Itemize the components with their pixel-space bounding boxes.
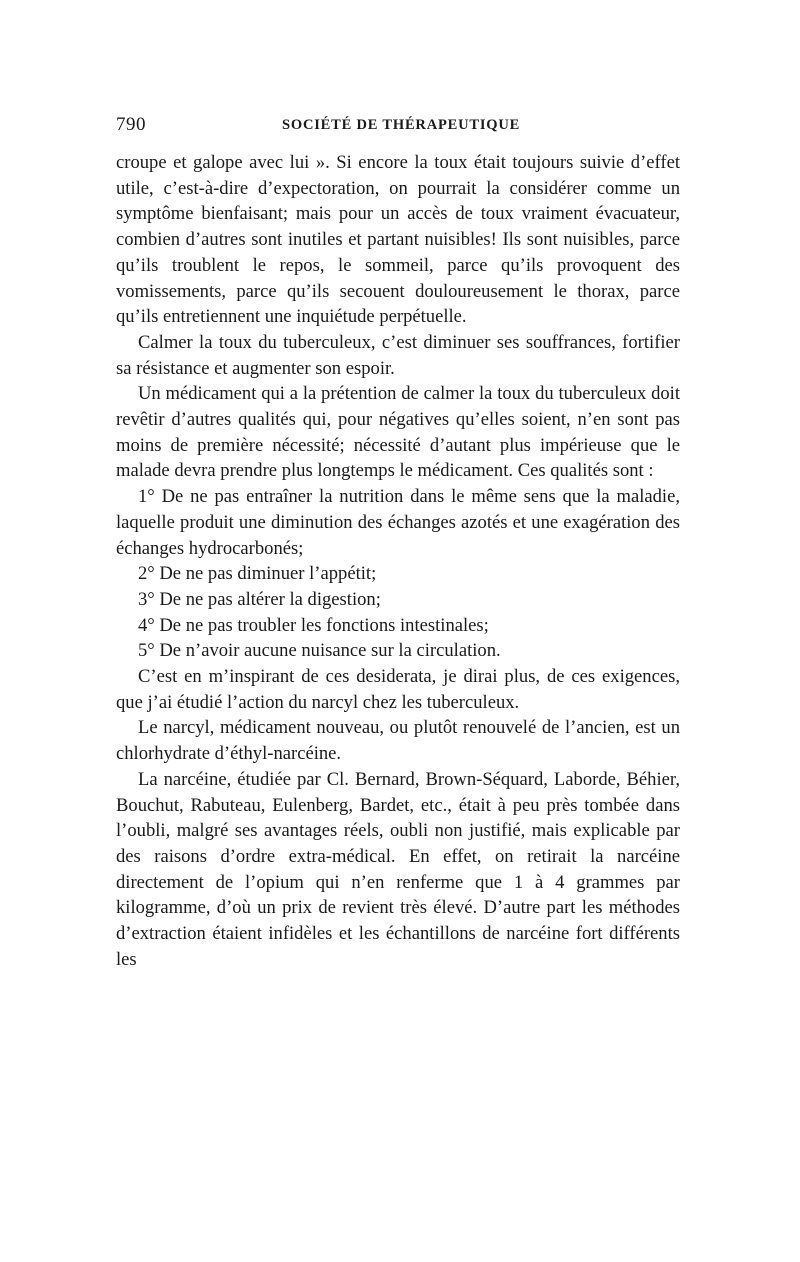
list-item: 2° De ne pas diminuer l’appétit; [138, 563, 377, 585]
list-item: 4° De ne pas troubler les fonctions intestinales; [138, 614, 489, 636]
running-title: SOCIÉTÉ DE THÉRAPEUTIQUE [282, 117, 521, 133]
paragraph: Calmer la toux du tuberculeux, c’est diminuer ses souffrances, fortifier sa résistance et augmenter son espoir. [116, 331, 680, 379]
body-text [116, 150, 680, 973]
list-item: 3° De ne pas altérer la digestion; [138, 588, 381, 610]
list-item: 1° De ne pas entraîner la nutrition dans le même sens que la maladie, laquelle produit une diminution des échanges azotés et une exagération des échanges hydrocarbonés; [116, 486, 680, 559]
page-header [116, 113, 686, 137]
paragraph: La narcéine, étudiée par Cl. Bernard, Brown-Séquard, Laborde, Béhier, Bouchut, Rabuteau, Eulenberg, Bardet, etc., était à peu près tombée dans l’oubli, malgré ses avantages réels, oubli non justifié, mais explicable par des raisons d’ordre extra-médical. En effet, on retirait la narcéine directement de l’opium qui n’en renferme que 1 à 4 grammes par kilogramme, d’où un prix de revient très élevé. D’autre part les méthodes d’extraction étaient infidèles et les échantillons de narcéine fort différents les [116, 768, 680, 970]
list-item: 5° De n’avoir aucune nuisance sur la circulation. [138, 640, 501, 662]
page-number: 790 [116, 114, 146, 135]
paragraph: Le narcyl, médicament nouveau, ou plutôt renouvelé de l’ancien, est un chlorhydrate d’éthyl-narcéine. [116, 717, 680, 765]
paragraph: croupe et galope avec lui ». Si encore la toux était toujours suivie d’effet utile, c’est-à-dire d’expectoration, on pourrait la considérer comme un symptôme bienfaisant; mais pour un accès de toux vraiment évacuateur, combien d’autres sont inutiles et partant nuisibles! Ils sont nuisibles, parce qu’ils troublent le repos, le sommeil, parce qu’ils provoquent des vomissements, parce qu’ils secouent douloureusement le thorax, parce qu’ils entretiennent une inquiétude perpétuelle. [116, 152, 680, 328]
paragraph: C’est en m’inspirant de ces desiderata, je dirai plus, de ces exigences, que j’ai étudié l’action du narcyl chez les tuberculeux. [116, 666, 680, 713]
paragraph: Un médicament qui a la prétention de calmer la toux du tuberculeux doit revêtir d’autres qualités qui, pour négatives qu’elles soient, n’en sont pas moins de première nécessité; nécessité d’autant plus impérieuse que le malade devra prendre plus longtemps le médicament. Ces qualités sont : [116, 383, 680, 482]
